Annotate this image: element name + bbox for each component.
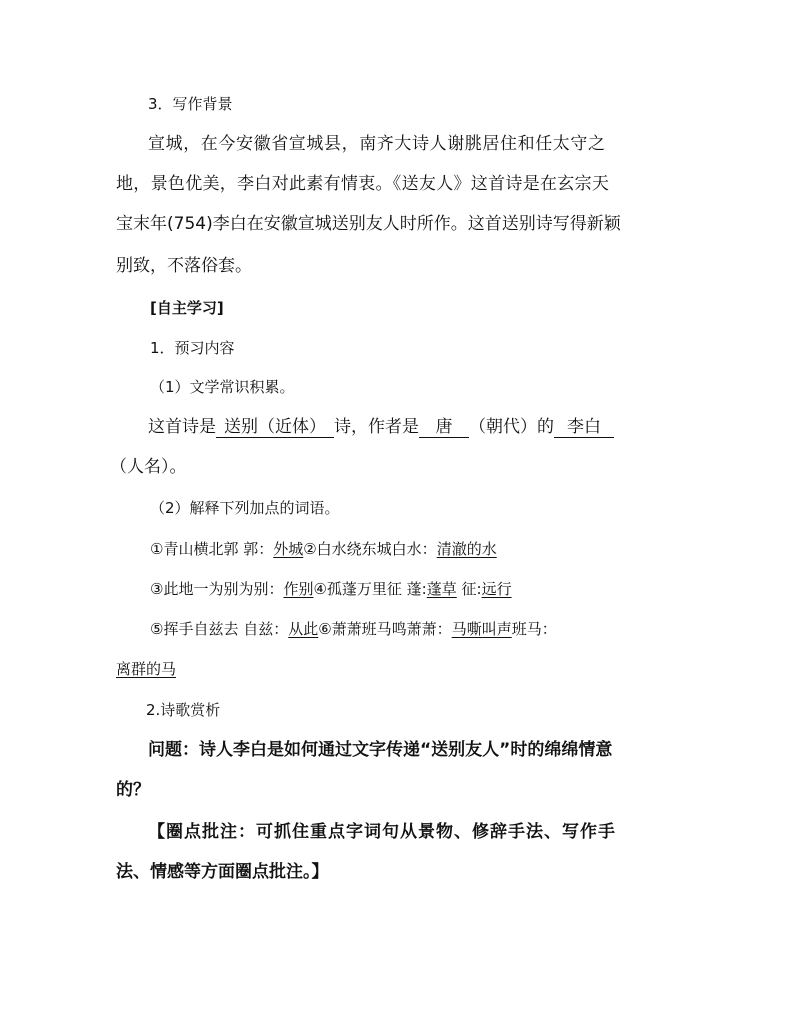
- section-heading-appreciation: 2.诗歌赏析: [146, 701, 221, 719]
- word-answer: 远行: [481, 580, 512, 598]
- word-answer-text: 离群的马: [116, 660, 177, 678]
- word-explain-row: [150, 537, 497, 561]
- word-text: ③此地一为别为别：: [150, 580, 284, 598]
- word-text: 征:: [456, 580, 482, 598]
- section-heading-self-study: [自主学习]: [150, 299, 224, 317]
- word-answer: [116, 657, 176, 681]
- section-heading-background: 3．写作背景: [148, 95, 233, 113]
- word-answer: 从此: [288, 620, 319, 638]
- word-explain-row: [150, 577, 512, 601]
- question-explain-words: （2）解释下列加点的词语。: [150, 499, 340, 517]
- fill-text: 诗，作者是: [334, 417, 419, 437]
- word-explain-row: [150, 617, 557, 641]
- word-text: ⑤挥手自兹去 自兹：: [150, 620, 289, 638]
- question-text: 的？: [116, 780, 150, 800]
- word-answer: 马嘶叫声: [451, 620, 512, 638]
- answer-blank-author: 李白: [554, 417, 614, 438]
- paragraph-line: 宣城，在今安徽省宣城县，南齐大诗人谢朓居住和任太守之: [148, 134, 606, 154]
- answer-blank-genre: 送别（近体）: [216, 417, 334, 438]
- paragraph-line: 宝末年(754)李白在安徽宣城送别友人时所作。这首送别诗写得新颖: [116, 214, 621, 234]
- annotation-note: 【圈点批注：可抓住重点字词句从景物、修辞手法、写作手: [148, 822, 616, 842]
- fill-text: 这首诗是: [148, 417, 216, 437]
- paragraph-line: 地，景色优美，李白对此素有情衷。《送友人》这首诗是在玄宗天: [116, 174, 610, 194]
- fill-in-line: [148, 415, 614, 439]
- answer-blank-dynasty: 唐: [419, 417, 469, 438]
- paragraph-line: 别致，不落俗套。: [116, 256, 252, 276]
- word-text: ②白水绕东城白水：: [303, 540, 437, 558]
- word-answer: 蓬草: [426, 580, 457, 598]
- question-literary-knowledge: （1）文学常识积累。: [150, 378, 295, 396]
- word-text: 班马：: [511, 620, 557, 638]
- fill-text: （朝代）的: [469, 417, 554, 437]
- question-text: 问题：诗人李白是如何通过文字传递“送别友人”时的绵绵情意: [148, 740, 613, 760]
- word-answer: 清澈的水: [436, 540, 497, 558]
- word-answer: 外城: [273, 540, 304, 558]
- word-text: ①青山横北郭 郭：: [150, 540, 274, 558]
- fill-text: （人名）。: [110, 457, 187, 477]
- subheading-preview: 1．预习内容: [150, 339, 235, 357]
- annotation-note: 法、情感等方面圈点批注。】: [116, 862, 329, 882]
- word-answer: 作别: [283, 580, 314, 598]
- word-text: ④孤蓬万里征 蓬:: [313, 580, 427, 598]
- word-text: ⑥萧萧班马鸣萧萧：: [318, 620, 452, 638]
